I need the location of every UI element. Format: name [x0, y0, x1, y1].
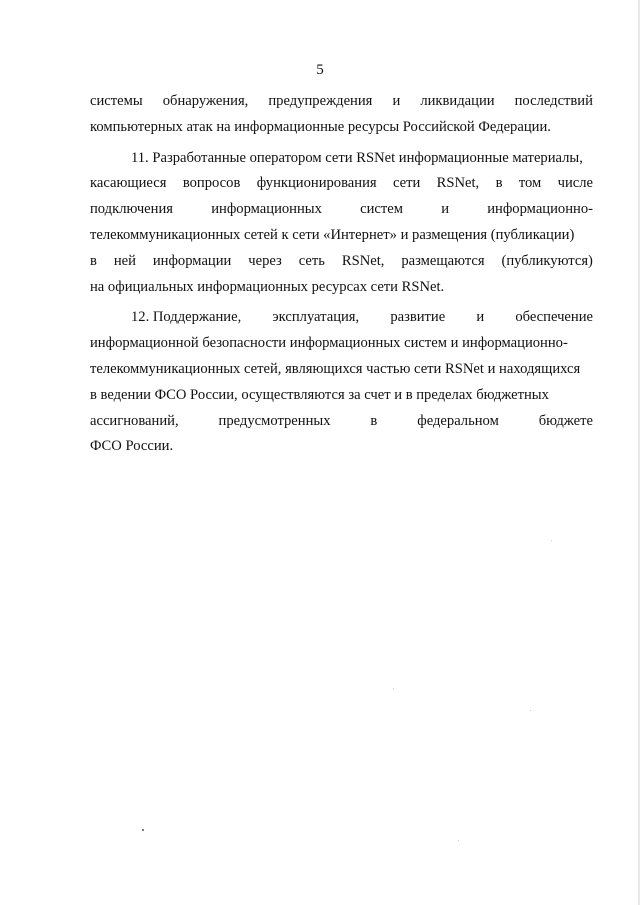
text-line [90, 89, 593, 115]
text-segment: систем [360, 201, 403, 218]
text-segment: подключения [90, 201, 173, 218]
text-segment: ней [113, 252, 136, 269]
text-segment: эксплуатация, [272, 309, 360, 326]
text-segment: информационных [211, 201, 322, 218]
text-segment: в [90, 252, 97, 269]
text-segment: том [518, 175, 542, 192]
text-segment: RSNet, [341, 252, 385, 269]
text-line [90, 197, 593, 223]
text-line [90, 249, 593, 275]
scan-speck [142, 829, 144, 831]
text-segment: информационно- [487, 201, 593, 218]
text-segment: через [248, 252, 282, 269]
text-segment: последствий [514, 93, 593, 109]
text-segment: касающиеся [90, 175, 167, 192]
text-segment: развитие [390, 309, 446, 326]
text-segment: в ведении ФСО России, осуществляются за счет и в пределах бюджетных [90, 386, 549, 403]
text-segment: ассигнований, [90, 412, 179, 429]
text-segment: телекоммуникационных сетей к сети «Интернет» и размещения (публикации) [90, 226, 575, 243]
text-segment: и [476, 309, 485, 326]
text-line [90, 331, 593, 357]
text-segment: функционирования [256, 175, 377, 192]
text-segment: ФСО России. [90, 438, 174, 455]
text-segment: обнаружения, [162, 93, 249, 109]
text-segment: (публикуются) [501, 252, 593, 269]
text-segment: информационной безопасности информационных систем и информационно- [90, 335, 568, 352]
text-segment: 12. Поддержание, [131, 309, 242, 326]
text-segment: в [370, 412, 378, 429]
scan-speck [530, 710, 531, 711]
paragraph-cont [90, 89, 593, 141]
text-segment: ликвидации [420, 93, 495, 109]
text-line [90, 434, 593, 460]
text-segment: сети [392, 175, 421, 192]
text-segment: и [392, 93, 401, 109]
text-segment: размещаются [401, 252, 485, 269]
text-line [90, 146, 593, 172]
text-segment: числе [557, 175, 593, 192]
text-line [90, 357, 593, 383]
text-segment: сеть [298, 252, 325, 269]
text-segment: в [495, 175, 503, 192]
text-segment: обеспечение [515, 309, 593, 326]
text-line [90, 171, 593, 197]
text-segment: информации [152, 252, 232, 269]
text-segment: вопросов [182, 175, 241, 192]
text-segment: бюджете [538, 412, 593, 429]
text-segment: предупреждения [268, 93, 373, 109]
text-segment: компьютерных атак на информационные ресурсы Российской Федерации. [90, 118, 551, 135]
scan-speck [551, 540, 552, 541]
text-segment: на официальных информационных ресурсах сети RSNet. [90, 278, 445, 295]
document-body [90, 89, 593, 460]
text-line [90, 223, 593, 249]
text-line [90, 305, 593, 331]
text-segment: системы [90, 93, 143, 109]
text-segment: 11. Разработанные оператором сети RSNet информационные материалы, [131, 149, 583, 166]
text-line [90, 383, 593, 409]
text-segment: и [441, 201, 450, 218]
scan-speck [393, 688, 394, 689]
scan-speck [458, 840, 459, 841]
text-segment: предусмотренных [218, 412, 331, 429]
text-line [90, 115, 593, 141]
text-line [90, 409, 593, 435]
paragraph-p12 [90, 305, 593, 460]
text-segment: RSNet, [436, 175, 480, 192]
text-segment: федеральном [417, 412, 499, 429]
text-line [90, 275, 593, 301]
page-number: 5 [316, 62, 324, 78]
text-segment: телекоммуникационных сетей, являющихся частью сети RSNet и находящихся [90, 360, 581, 377]
paragraph-p11 [90, 146, 593, 301]
